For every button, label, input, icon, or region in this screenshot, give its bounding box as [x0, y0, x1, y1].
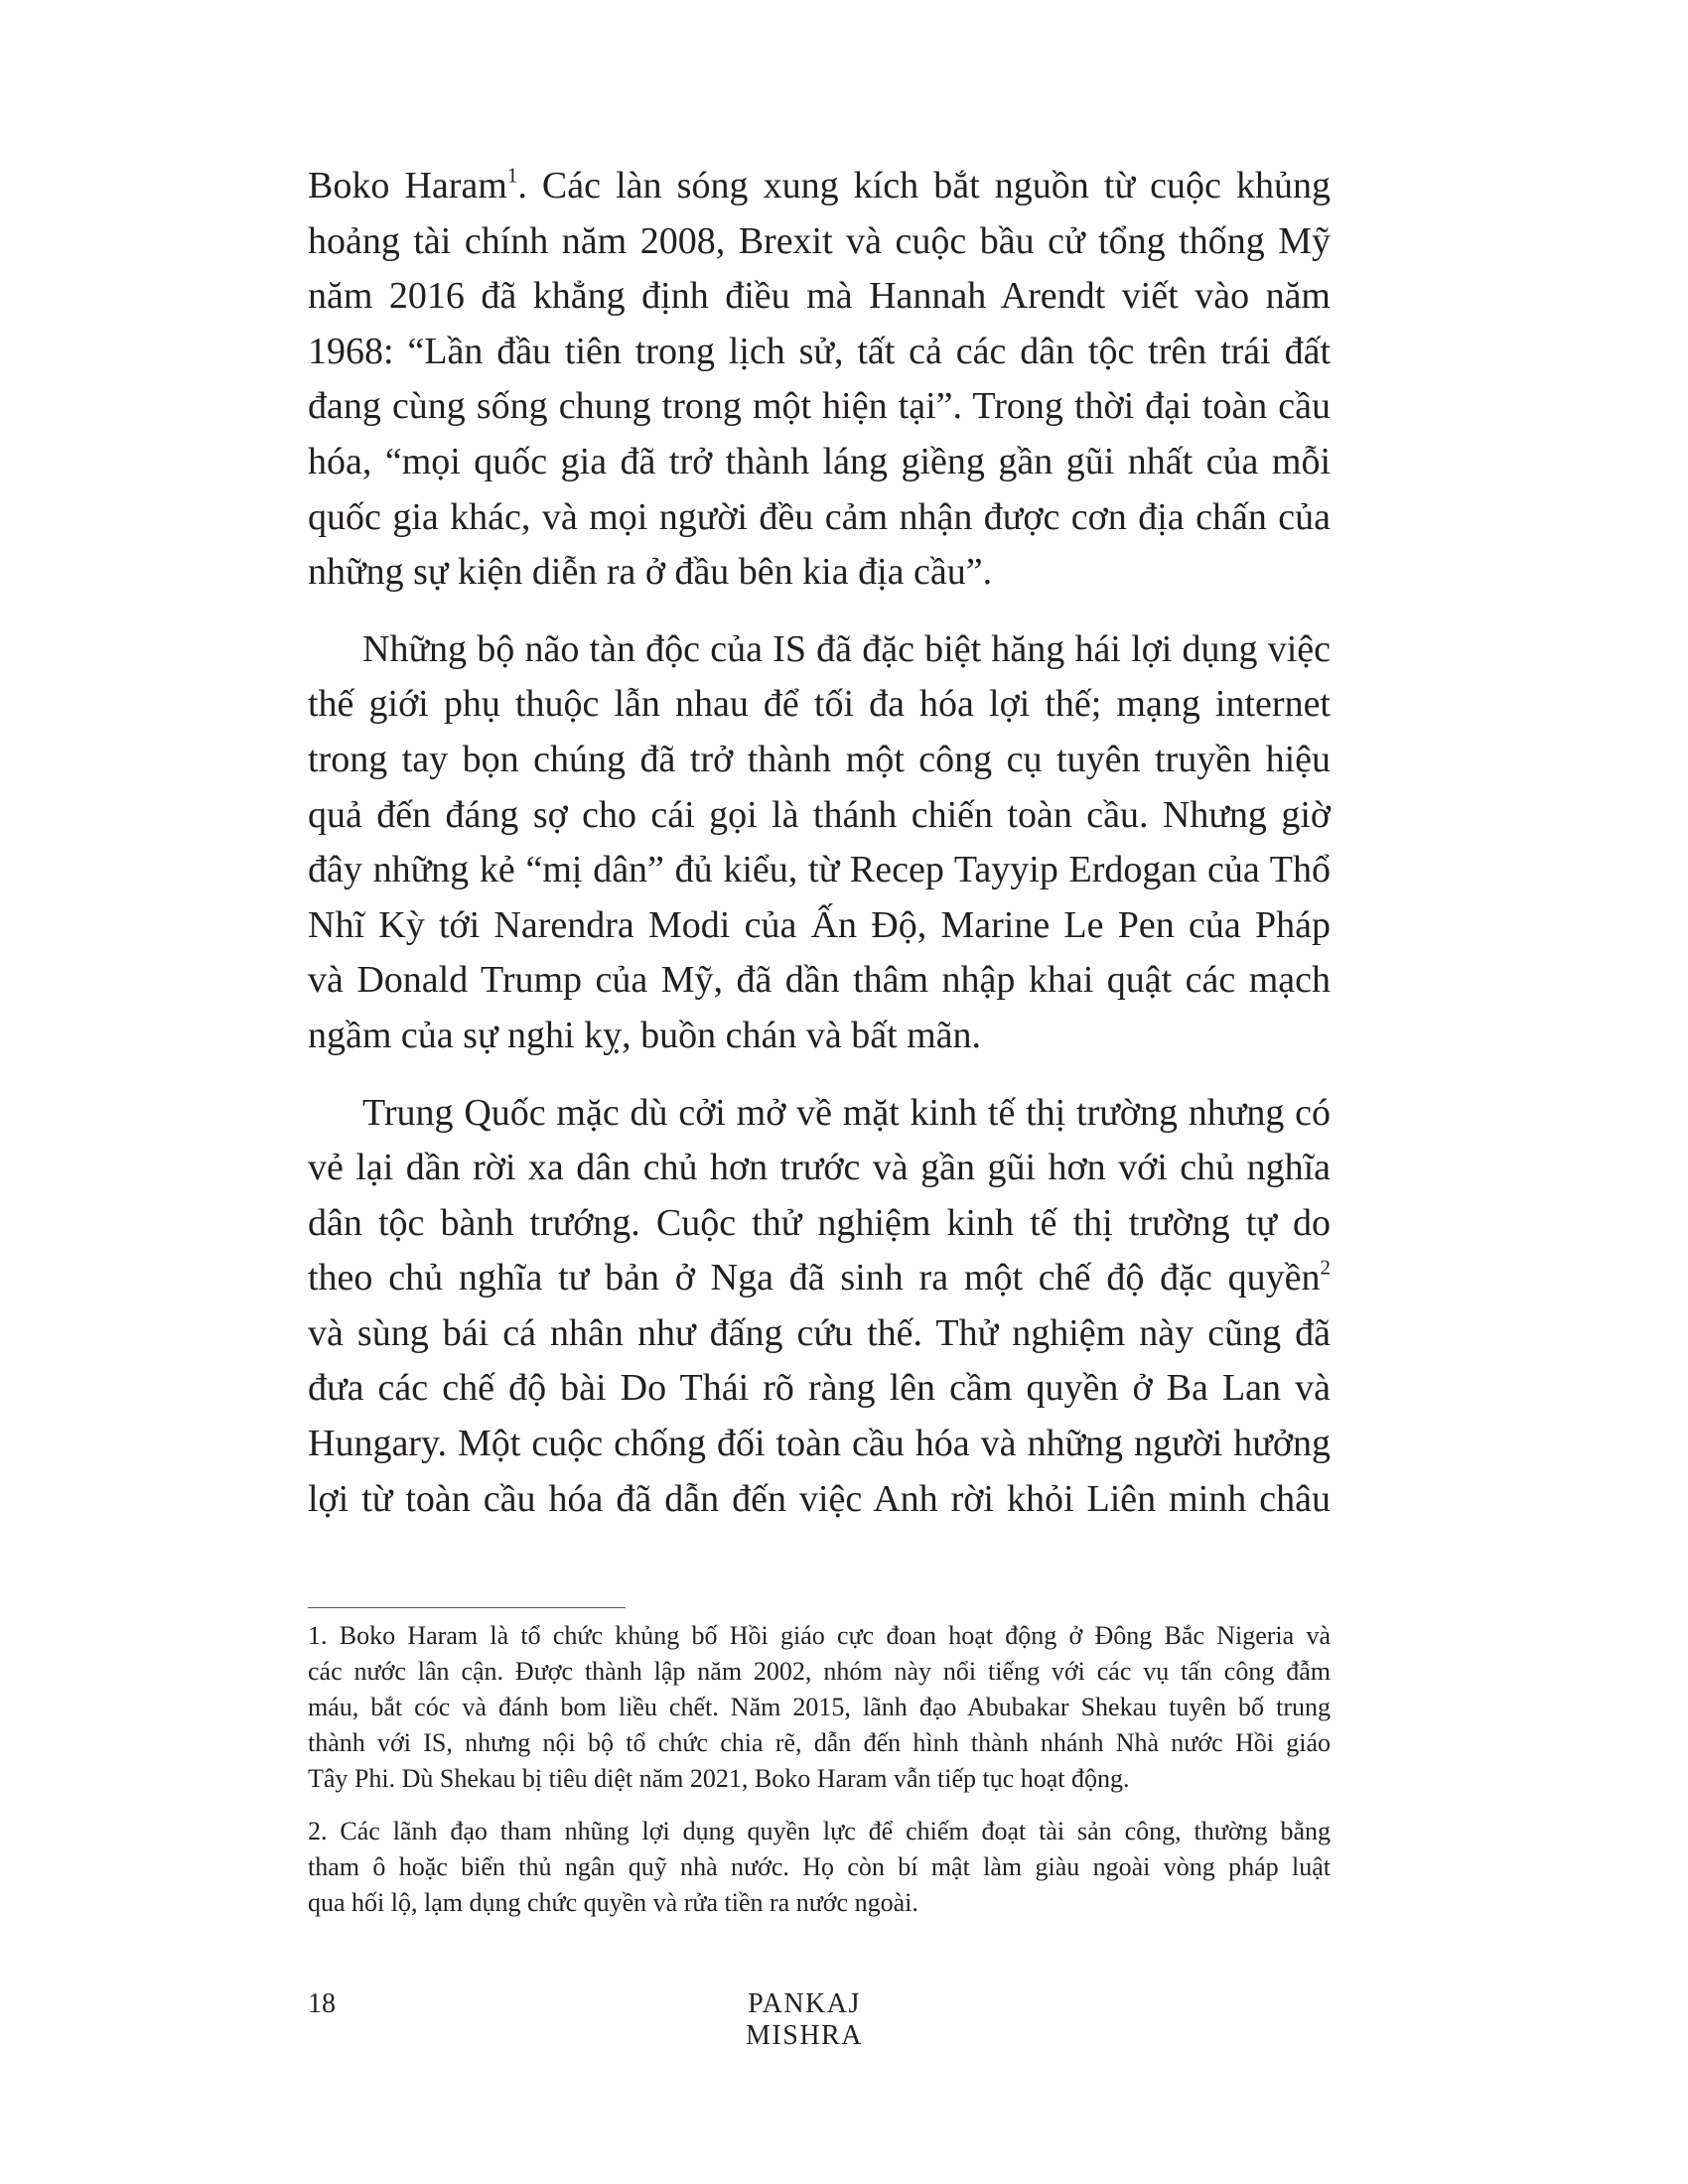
- text-line: hoảng tài chính năm 2008, Brexit và cuộc bầu cử tổng thống Mỹ: [308, 219, 1331, 262]
- footnote-line: 2. Các lãnh đạo tham nhũng lợi dụng quyền lực để chiếm đoạt tài sản công, thường bằng: [308, 1817, 1331, 1845]
- text-line: đang cùng sống chung trong một hiện tại”. Trong thời đại toàn cầu: [308, 385, 1331, 428]
- footnote-divider: [308, 1607, 626, 1608]
- text-segment: theo chủ nghĩa tư bản ở Nga đã sinh ra một chế độ đặc quyền: [308, 1257, 1321, 1299]
- body-text: [308, 159, 1331, 1549]
- text-line: thế giới phụ thuộc lẫn nhau để tối đa hóa lợi thế; mạng internet: [308, 683, 1331, 726]
- paragraph: [308, 159, 1331, 601]
- paragraph: [308, 1086, 1331, 1528]
- text-line: Những bộ não tàn độc của IS đã đặc biệt hăng hái lợi dụng việc: [362, 627, 1331, 670]
- footnote-line: thành với IS, nhưng nội bộ tổ chức chia rẽ, dẫn đến hình thành nhánh Nhà nước Hồi giáo: [308, 1728, 1331, 1757]
- footnote-line: qua hối lộ, lạm dụng chức quyền và rửa tiền ra nước ngoài.: [308, 1888, 918, 1917]
- footnote-line: máu, bắt cóc và đánh bom liều chết. Năm 2015, lãnh đạo Abubakar Shekau tuyên bố trung: [308, 1693, 1331, 1721]
- footnote-line: các nước lân cận. Được thành lập năm 2002, nhóm này nổi tiếng với các vụ tấn công đẫm: [308, 1657, 1331, 1686]
- paragraph: [308, 622, 1331, 1064]
- running-footer-author: PANKAJ MISHRA: [746, 1988, 863, 2051]
- text-line: trong tay bọn chúng đã trở thành một công cụ tuyên truyền hiệu: [308, 738, 1331, 780]
- text-line: [308, 159, 1331, 214]
- text-line: Trung Quốc mặc dù cởi mở về mặt kinh tế thị trường nhưng có: [362, 1091, 1331, 1134]
- text-segment: . Các làn sóng xung kích bắt nguồn từ cuộc khủng: [517, 165, 1332, 206]
- text-line: đây những kẻ “mị dân” đủ kiểu, từ Recep Tayyip Erdogan của Thổ: [308, 849, 1331, 891]
- footnote-line: tham ô hoặc biển thủ ngân quỹ nhà nước. Họ còn bí mật làm giàu ngoài vòng pháp luật: [308, 1852, 1331, 1881]
- text-line: Nhĩ Kỳ tới Narendra Modi của Ấn Độ, Marine Le Pen của Pháp: [308, 903, 1331, 946]
- footnote: [308, 1814, 1331, 1921]
- text-line: và sùng bái cá nhân như đấng cứu thế. Thử nghiệm này cũng đã: [308, 1311, 1331, 1354]
- text-line: Hungary. Một cuộc chống đối toàn cầu hóa và những người hưởng: [308, 1423, 1331, 1465]
- text-line: vẻ lại dần rời xa dân chủ hơn trước và gần gũi hơn với chủ nghĩa: [308, 1147, 1331, 1189]
- footnote-line: 1. Boko Haram là tổ chức khủng bố Hồi giáo cực đoan hoạt động ở Đông Bắc Nigeria và: [308, 1621, 1331, 1650]
- text-line: quả đến đáng sợ cho cái gọi là thánh chiến toàn cầu. Nhưng giờ: [308, 793, 1331, 836]
- text-line: lợi từ toàn cầu hóa đã dẫn đến việc Anh rời khỏi Liên minh châu: [308, 1477, 1331, 1520]
- text-line: năm 2016 đã khẳng định điều mà Hannah Arendt viết vào năm: [308, 275, 1331, 318]
- text-line: đưa các chế độ bài Do Thái rõ ràng lên cầm quyền ở Ba Lan và: [308, 1367, 1331, 1410]
- footnote-ref: 1: [506, 163, 518, 188]
- text-line: ngầm của sự nghi kỵ, buồn chán và bất mãn.: [308, 1014, 982, 1056]
- text-line: và Donald Trump của Mỹ, đã dần thâm nhập khai quật các mạch: [308, 959, 1331, 1002]
- text-line: 1968: “Lần đầu tiên trong lịch sử, tất cả các dân tộc trên trái đất: [308, 330, 1331, 372]
- text-line: quốc gia khác, và mọi người đều cảm nhận được cơn địa chấn của: [308, 495, 1331, 538]
- footnotes: [308, 1618, 1331, 1938]
- text-line: những sự kiện diễn ra ở đầu bên kia địa cầu”.: [308, 551, 993, 594]
- text-line: [308, 1251, 1331, 1306]
- page-number: 18: [308, 1988, 336, 2019]
- footnote-line: Tây Phi. Dù Shekau bị tiêu diệt năm 2021, Boko Haram vẫn tiếp tục hoạt động.: [308, 1764, 1130, 1793]
- text-line: dân tộc bành trướng. Cuộc thử nghiệm kinh tế thị trường tự do: [308, 1201, 1331, 1244]
- footnote: [308, 1618, 1331, 1797]
- text-line: hóa, “mọi quốc gia đã trở thành láng giềng gần gũi nhất của mỗi: [308, 440, 1331, 482]
- text-segment: Boko Haram: [308, 165, 507, 206]
- footnote-ref: 2: [1320, 1255, 1331, 1280]
